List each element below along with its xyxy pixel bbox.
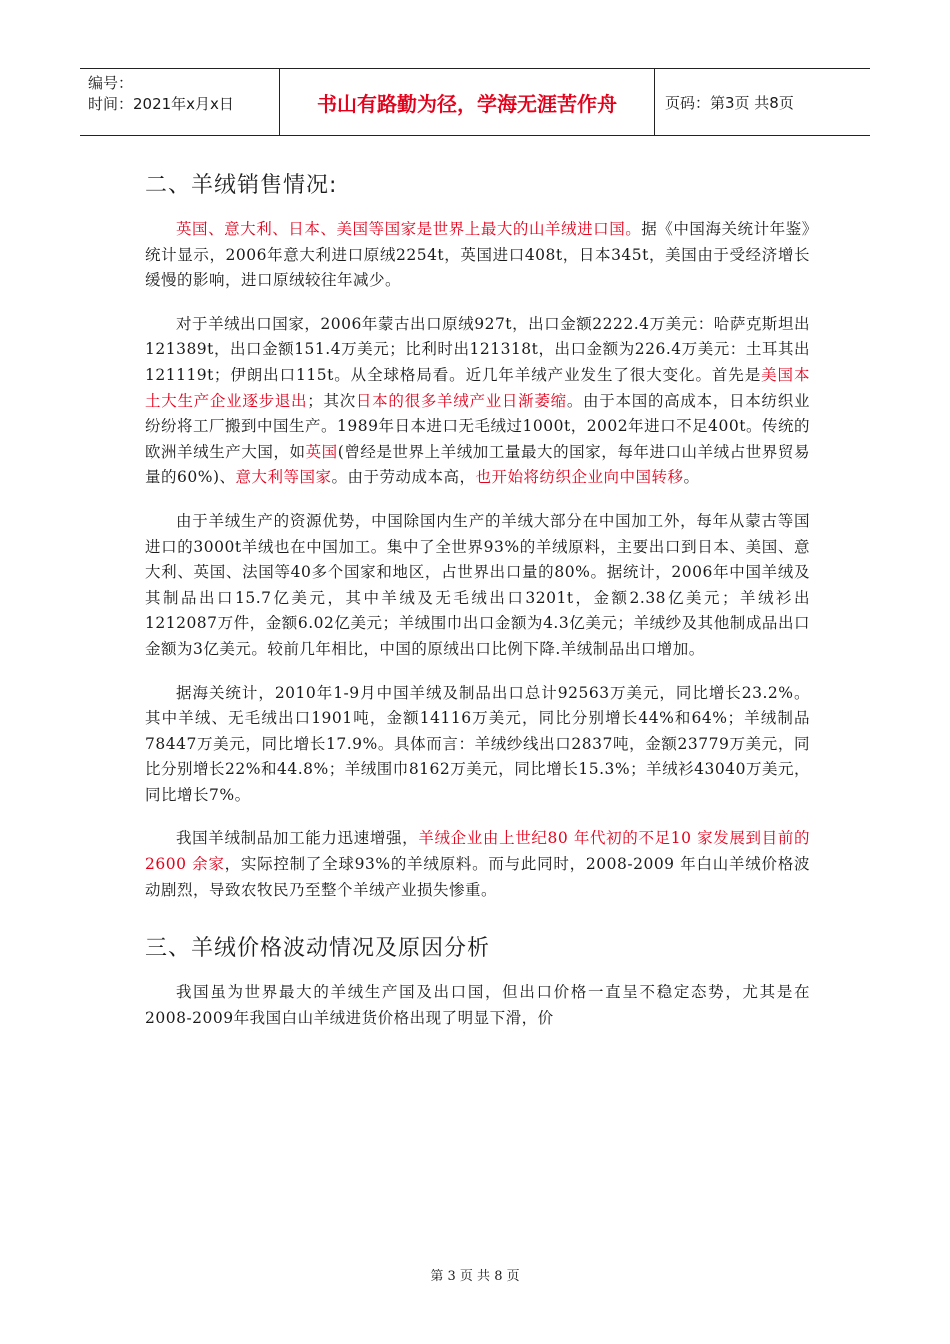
page-header	[80, 68, 870, 136]
body-text: (曾经是世界上羊绒加工量最大的国家，每年进口山羊绒占世界贸易量的60%)、	[145, 442, 810, 487]
highlight-text: 羊绒企业由上世纪80 年代初的不足10 家发展到目前的2600 余家	[145, 829, 810, 874]
paragraph-price-analysis: 我国虽为世界最大的羊绒生产国及出口国，但出口价格一直呈不稳定态势，尤其是在2008-2009年我国白山羊绒进货价格出现了明显下滑，价	[145, 983, 810, 1027]
highlight-text: 日本的很多羊绒产业日渐萎缩	[355, 391, 567, 410]
body-text: ；其次	[307, 391, 356, 410]
document-body	[145, 168, 810, 1049]
paragraph-import-countries	[145, 217, 810, 294]
header-meta	[80, 69, 280, 135]
body-text: ，实际控制了全球93%的羊绒原料。而与此同时，2008-2009 年白山羊绒价格波动剧烈，导致农牧民乃至整个羊绒产业损失惨重。	[145, 855, 810, 899]
body-text: 。由于劳动成本高，	[331, 468, 476, 487]
paragraph-china-processing: 由于羊绒生产的资源优势，中国除国内生产的羊绒大部分在中国加工外，每年从蒙古等国进口的3000t羊绒也在中国加工。集中了全世界93%的羊绒原料，主要出口到日本、美国、意大利、英国、法国等40多个国家和地区，占世界出口量的80%。据统计，2006年中国羊绒及其制品出口15.7亿美元，其中羊绒及无毛绒出口3201t，金额2.38亿美元；羊绒衫出1212087万件，金额6.02亿美元；羊绒围巾出口金额为4.3亿美元；羊绒纱及其他制成品出口金额为3亿美元。较前几年相比，中国的原绒出口比例下降.羊绒制品出口增加。	[145, 511, 810, 658]
highlight-text: 意大利等国家	[235, 468, 332, 487]
paragraph-export-countries	[145, 312, 810, 491]
highlight-text: 美国本土大生产企业逐步退出	[145, 365, 810, 410]
highlight-text: 英国、意大利、日本、美国等国家是世界上最大的山羊绒进口国。	[176, 220, 642, 238]
body-text: 对于羊绒出口国家，2006年蒙古出口原绒927t，出口金额2222.4万美元：哈萨克斯坦出121389t，出口金额151.4万美元；比利时出121318t，出口金额为226.4万美元：土耳其出121119t；伊朗出口115t。从全球格局看。近几年羊绒产业发生了很大变化。首先是	[145, 314, 810, 384]
body-text: 我国羊绒制品加工能力迅速增强，	[176, 829, 419, 848]
section-heading-price: 三、羊绒价格波动情况及原因分析	[145, 936, 491, 962]
highlight-text: 也开始将纺织企业向中国转移	[475, 468, 684, 487]
header-number-label: 编号：	[88, 74, 134, 92]
paragraph-customs-stats: 据海关统计，2010年1-9月中国羊绒及制品出口总计92563万美元，同比增长23.2%。其中羊绒、无毛绒出口1901吨，金额14116万美元，同比分别增长44%和64%；羊绒制品78447万美元，同比增长17.9%。具体而言：羊绒纱线出口2837吨，金额23779万美元，同比分别增长22%和44.8%；羊绒围巾8162万美元，同比增长15.3%；羊绒衫43040万美元，同比增长7%。	[145, 683, 810, 804]
body-text: 据《中国海关统计年鉴》统计显示，2006年意大利进口原绒2254t，英国进口408t，日本345t，美国由于受经济增长缓慢的影响，进口原绒较往年减少。	[145, 220, 810, 290]
paragraph-processing-capacity	[145, 826, 810, 903]
body-text: 。由于本国的高成本，日本纺织业纷纷将工厂搬到中国生产。1989年日本进口无毛绒过1000t，2002年进口不足400t。传统的欧洲羊绒生产大国，如	[145, 391, 810, 461]
header-motto: 书山有路勤为径，学海无涯苦作舟	[280, 69, 655, 135]
body-text: 。	[683, 468, 700, 487]
header-page-label: 页码：第3页 共8页	[665, 93, 794, 112]
header-time-label: 时间：2021年x月x日	[88, 95, 234, 113]
section-heading-sales: 二、羊绒销售情况:	[145, 173, 338, 198]
highlight-text: 英国	[305, 442, 338, 461]
page-footer: 第 3 页 共 8 页	[430, 1269, 520, 1284]
